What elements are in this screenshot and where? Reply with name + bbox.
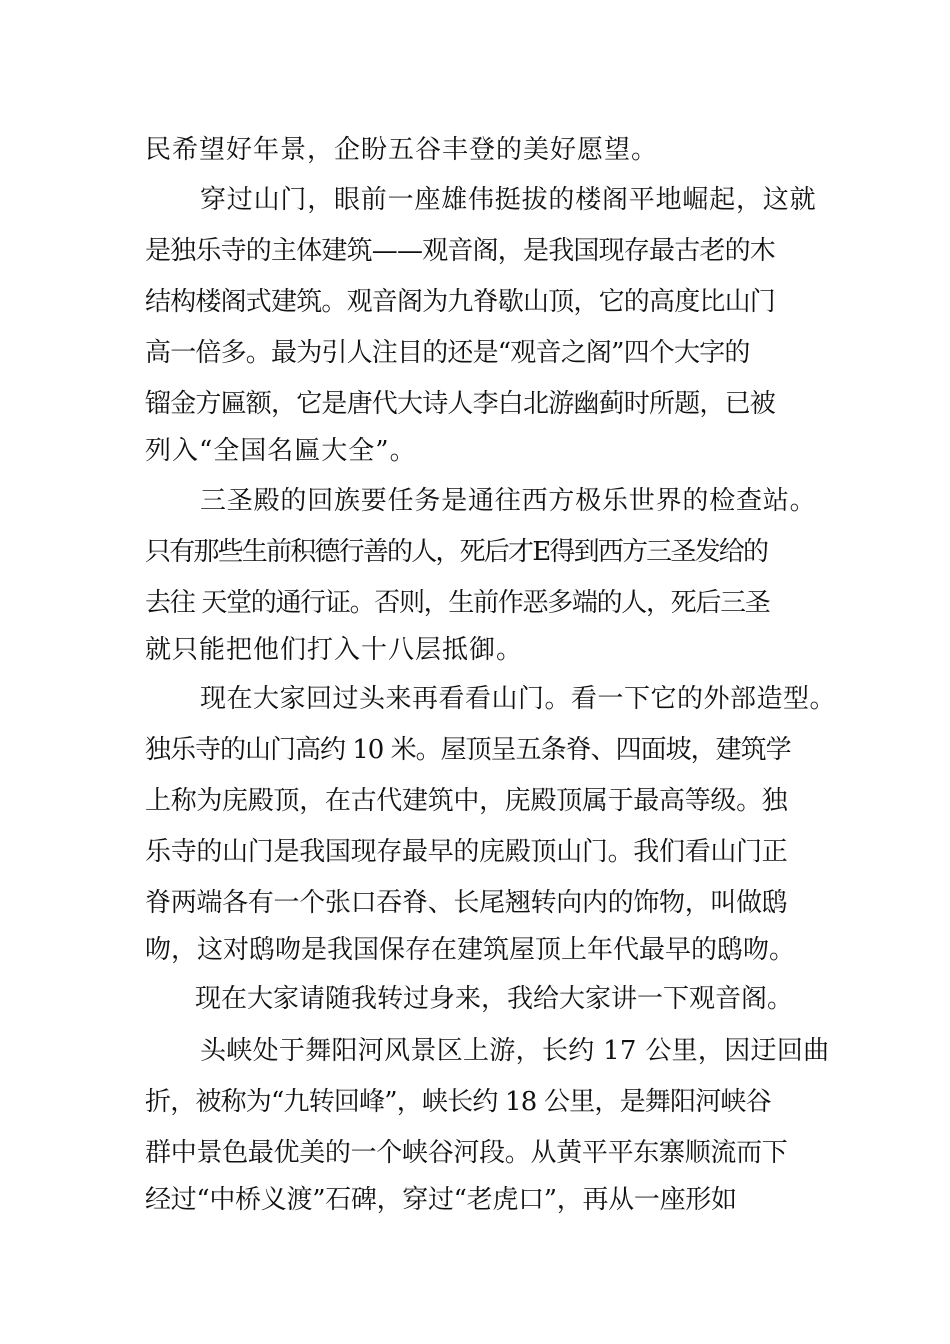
text-line: 民希望好年景，企盼五谷丰登的美好愿望。 xyxy=(145,135,659,165)
text-line: 去往 天堂的通行证。否则，生前作恶多端的人，死后三圣 xyxy=(145,588,770,618)
paragraph-first-line: 现在大家回过头来再看看山门。看一下它的外部造型。 xyxy=(200,684,837,714)
text-line: 镏金方匾额，它是唐代大诗人李白北游幽蓟时所题，已被 xyxy=(145,389,776,419)
paragraph-first-line: 穿过山门，眼前一座雄伟挺拔的楼阁平地崛起，这就 xyxy=(200,185,817,215)
text-line: 上称为庑殿顶，在古代建筑中，庑殿顶属于最高等级。独 xyxy=(145,786,788,816)
text-line: 是独乐寺的主体建筑——观音阁，是我国现存最古老的木 xyxy=(145,236,776,266)
text-line: 吻，这对鸱吻是我国保存在建筑屋顶上年代最早的鸱吻。 xyxy=(145,935,796,965)
paragraph-first-line: 头峡处于舞阳河风景区上游，长约 17 公里，因迂回曲 xyxy=(200,1036,830,1066)
text-line: 结构楼阁式建筑。观音阁为九脊歇山顶，它的高度比山门 xyxy=(145,287,776,317)
text-line: 折，被称为“九转回峰”，峡长约 18 公里，是舞阳河峡谷 xyxy=(145,1087,771,1117)
text-line: 脊两端各有一个张口吞脊、长尾翘转向内的饰物，叫做鸱 xyxy=(145,888,788,918)
text-line: 只有那些生前积德行善的人，死后才E得到西方三圣发给的 xyxy=(145,537,768,567)
text-line: 列入“全国名匾大全”。 xyxy=(145,436,417,466)
paragraph-first-line: 三圣殿的回族要任务是通往西方极乐世界的检查站。 xyxy=(200,486,817,516)
text-line: 群中景色最优美的一个峡谷河段。从黄平平东寨顺流而下 xyxy=(145,1138,788,1168)
paragraph-first-line: 现在大家请随我转过身来，我给大家讲一下观音阁。 xyxy=(195,984,794,1014)
text-line: 独乐寺的山门高约 10 米。屋顶呈五条脊、四面坡，建筑学 xyxy=(145,735,791,765)
text-line: 高一倍多。最为引人注目的还是“观音之阁”四个大字的 xyxy=(145,338,750,368)
text-line: 就只能把他们打入十八层抵御。 xyxy=(145,635,524,665)
text-line: 经过“中桥义渡”石碑，穿过“老虎口”，再从一座形如 xyxy=(145,1185,737,1215)
text-line: 乐寺的山门是我国现存最早的庑殿顶山门。我们看山门正 xyxy=(145,837,788,867)
